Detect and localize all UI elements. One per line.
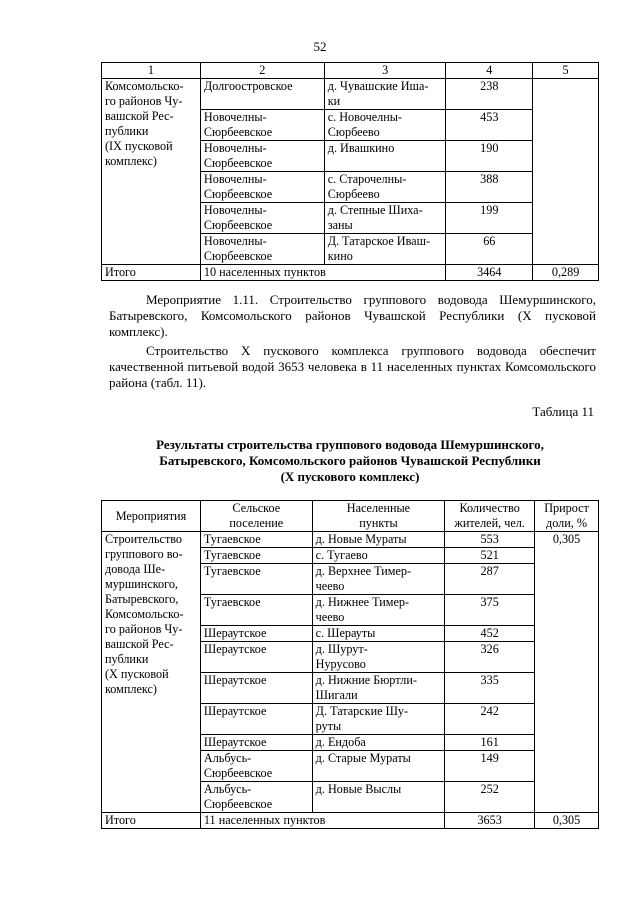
column-header-line: пункты — [359, 516, 398, 530]
settlement-cell — [200, 532, 312, 548]
settlement-cell — [200, 172, 324, 203]
heading-line: (X пускового комплекс) — [280, 469, 420, 484]
settlement-cell — [200, 782, 312, 813]
total-label: Итого — [102, 813, 201, 829]
column-header-line: жителей, чел. — [454, 516, 525, 530]
heading-line: Батыревского, Комсомольского районов Чувашской Республики — [159, 453, 541, 468]
total-row — [102, 813, 599, 829]
settlement-cell-line: Сюрбеевское — [203, 218, 273, 232]
settlement-cell-line: Тугаевское — [203, 532, 261, 546]
residents-cell: 238 — [446, 79, 533, 110]
residents-cell: 553 — [445, 532, 535, 548]
paragraph-measure-1-11: Мероприятие 1.11. Строительство группового водовода Шемуршинского, Батыревского, Комсомольского районов Чувашской Республики (X пусковой комплекс). — [109, 292, 596, 339]
point-cell-line: Сюрбеево — [327, 187, 380, 201]
point-cell — [324, 110, 446, 141]
column-header — [102, 501, 201, 532]
table-label: Таблица 11 — [532, 404, 594, 419]
settlement-cell-line: Новочелны- — [203, 172, 267, 186]
point-cell — [312, 735, 445, 751]
settlement-cell — [200, 626, 312, 642]
point-cell — [312, 548, 445, 564]
table-heading — [101, 437, 599, 485]
event-cell-line: Комсомольско- — [105, 607, 184, 621]
group-label-line: публики — [105, 124, 149, 138]
point-cell-line: д. Старые Мураты — [315, 751, 411, 765]
event-cell-line: комплекс) — [105, 682, 157, 696]
point-cell-line: с. Шерауты — [315, 626, 376, 640]
point-cell-line: д. Нижние Бюртли- — [315, 673, 417, 687]
column-header-line: Населенные — [346, 501, 411, 515]
settlement-cell — [200, 642, 312, 673]
settlement-cell — [200, 673, 312, 704]
point-cell — [312, 532, 445, 548]
event-cell-line: муршинского, — [105, 577, 178, 591]
heading-line: Результаты строительства группового водовода Шемуршинского, — [156, 437, 544, 452]
residents-cell: 161 — [445, 735, 535, 751]
point-cell-line: с. Тугаево — [315, 548, 368, 562]
table-header-row — [102, 63, 599, 79]
settlement-cell — [200, 751, 312, 782]
column-header-line: Прирост — [544, 501, 589, 515]
column-number: 3 — [324, 63, 446, 79]
column-number: 1 — [102, 63, 201, 79]
settlement-cell-line: Шераутское — [203, 626, 267, 640]
point-cell-line: заны — [327, 218, 353, 232]
settlement-cell-line: Шераутское — [203, 642, 267, 656]
point-cell-line: д. Ендоба — [315, 735, 366, 749]
total-points: 10 населенных пунктов — [200, 265, 446, 281]
point-cell-line: с. Старочелны- — [327, 172, 407, 186]
residents-cell: 453 — [446, 110, 533, 141]
group-label-line: (IX пусковой — [105, 139, 173, 153]
point-cell-line: Д. Татарские Шу- — [315, 704, 409, 718]
group-label — [102, 79, 201, 265]
point-cell-line: чеево — [315, 579, 345, 593]
point-cell-line: чеево — [315, 610, 345, 624]
column-header — [312, 501, 445, 532]
settlement-cell — [200, 110, 324, 141]
settlement-cell-line: Шераутское — [203, 704, 267, 718]
group-label-line: вашской Рес- — [105, 109, 174, 123]
settlement-cell — [200, 735, 312, 751]
settlement-cell-line: Тугаевское — [203, 564, 261, 578]
event-cell-line: го районов Чу- — [105, 622, 183, 636]
point-cell — [312, 782, 445, 813]
table-row — [102, 79, 599, 110]
total-residents: 3464 — [446, 265, 533, 281]
residents-cell: 66 — [446, 234, 533, 265]
group-label-line: комплекс) — [105, 154, 157, 168]
share-cell — [533, 79, 599, 265]
settlement-cell — [200, 203, 324, 234]
residents-cell: 149 — [445, 751, 535, 782]
point-cell-line: д. Чувашские Иша- — [327, 79, 429, 93]
point-cell-line: Д. Татарское Иваш- — [327, 234, 431, 248]
column-number: 5 — [533, 63, 599, 79]
event-cell-line: Строительство — [105, 532, 183, 546]
column-header-line: Сельское — [232, 501, 281, 515]
settlement-cell-line: Новочелны- — [203, 234, 267, 248]
event-cell-line: Батыревского, — [105, 592, 179, 606]
point-cell-line: д. Нижнее Тимер- — [315, 595, 410, 609]
settlement-cell-line: Сюрбеевское — [203, 125, 273, 139]
group-label-line: го районов Чу- — [105, 94, 183, 108]
table-row — [102, 532, 599, 548]
point-cell-line: д. Степные Шиха- — [327, 203, 423, 217]
total-share: 0,305 — [535, 813, 599, 829]
event-cell-line: (X пусковой — [105, 667, 169, 681]
settlement-cell-line: Сюрбеевское — [203, 187, 273, 201]
settlement-cell-line: Новочелны- — [203, 110, 267, 124]
settlement-cell-line: Тугаевское — [203, 595, 261, 609]
point-cell-line: Шигали — [315, 688, 358, 702]
point-cell-line: д. Ивашкино — [327, 141, 395, 155]
paragraph-construction: Строительство X пускового комплекса группового водовода обеспечит качественной питьевой водой 3653 человека в 11 населенных пунктах Комсомольского района (табл. 11). — [109, 343, 596, 390]
point-cell-line: д. Новые Мураты — [315, 532, 407, 546]
residents-cell: 326 — [445, 642, 535, 673]
residents-cell: 252 — [445, 782, 535, 813]
settlement-cell — [200, 548, 312, 564]
column-number: 4 — [446, 63, 533, 79]
point-cell — [312, 704, 445, 735]
settlement-cell — [200, 595, 312, 626]
residents-cell: 375 — [445, 595, 535, 626]
point-cell — [312, 751, 445, 782]
table-header-row — [102, 501, 599, 532]
settlement-cell-line: Сюрбеевское — [203, 766, 273, 780]
residents-cell: 452 — [445, 626, 535, 642]
column-header-line: поселение — [229, 516, 284, 530]
column-header-line: Мероприятия — [115, 508, 187, 523]
point-cell — [324, 234, 446, 265]
column-header — [445, 501, 535, 532]
event-cell-line: вашской Рес- — [105, 637, 174, 651]
column-header-line: доли, % — [546, 516, 588, 530]
point-cell — [312, 673, 445, 704]
residents-cell: 335 — [445, 673, 535, 704]
column-number: 2 — [200, 63, 324, 79]
column-header-line: Количество — [459, 501, 520, 515]
point-cell — [312, 564, 445, 595]
point-cell — [312, 642, 445, 673]
table-10-continuation — [101, 62, 599, 281]
settlement-cell — [200, 141, 324, 172]
event-cell-line: группового во- — [105, 547, 183, 561]
total-residents: 3653 — [445, 813, 535, 829]
table-11 — [101, 500, 599, 829]
event-cell-line: публики — [105, 652, 149, 666]
point-cell-line: Сюрбеево — [327, 125, 380, 139]
total-label: Итого — [102, 265, 201, 281]
share-cell: 0,305 — [535, 532, 599, 813]
point-cell-line: д. Новые Выслы — [315, 782, 402, 796]
point-cell — [324, 141, 446, 172]
page-number: 52 — [313, 39, 327, 54]
point-cell-line: ки — [327, 94, 341, 108]
point-cell-line: д. Шурут- — [315, 642, 368, 656]
point-cell-line: с. Новочелны- — [327, 110, 402, 124]
point-cell-line: кино — [327, 249, 353, 263]
settlement-cell — [200, 704, 312, 735]
point-cell-line: руты — [315, 719, 342, 733]
settlement-cell-line: Сюрбеевское — [203, 156, 273, 170]
point-cell — [312, 626, 445, 642]
point-cell — [324, 172, 446, 203]
column-header — [200, 501, 312, 532]
point-cell — [324, 79, 446, 110]
settlement-cell-line: Альбусь- — [203, 782, 252, 796]
point-cell — [324, 203, 446, 234]
column-header — [535, 501, 599, 532]
residents-cell: 521 — [445, 548, 535, 564]
settlement-cell — [200, 234, 324, 265]
settlement-cell-line: Сюрбеевское — [203, 249, 273, 263]
residents-cell: 190 — [446, 141, 533, 172]
settlement-cell-line: Тугаевское — [203, 548, 261, 562]
residents-cell: 199 — [446, 203, 533, 234]
total-row — [102, 265, 599, 281]
settlement-cell-line: Сюрбеевское — [203, 797, 273, 811]
settlement-cell — [200, 79, 324, 110]
total-points: 11 населенных пунктов — [200, 813, 444, 829]
point-cell — [312, 595, 445, 626]
settlement-cell-line: Альбусь- — [203, 751, 252, 765]
event-cell — [102, 532, 201, 813]
settlement-cell — [200, 564, 312, 595]
settlement-cell-line: Новочелны- — [203, 141, 267, 155]
group-label-line: Комсомольско- — [105, 79, 184, 93]
event-cell-line: довода Ше- — [105, 562, 166, 576]
settlement-cell-line: Шераутское — [203, 673, 267, 687]
residents-cell: 287 — [445, 564, 535, 595]
total-share: 0,289 — [533, 265, 599, 281]
residents-cell: 388 — [446, 172, 533, 203]
point-cell-line: д. Верхнее Тимер- — [315, 564, 412, 578]
settlement-cell-line: Шераутское — [203, 735, 267, 749]
point-cell-line: Нурусово — [315, 657, 366, 671]
settlement-cell-line: Новочелны- — [203, 203, 267, 217]
residents-cell: 242 — [445, 704, 535, 735]
settlement-cell-line: Долгоостровское — [203, 79, 293, 93]
